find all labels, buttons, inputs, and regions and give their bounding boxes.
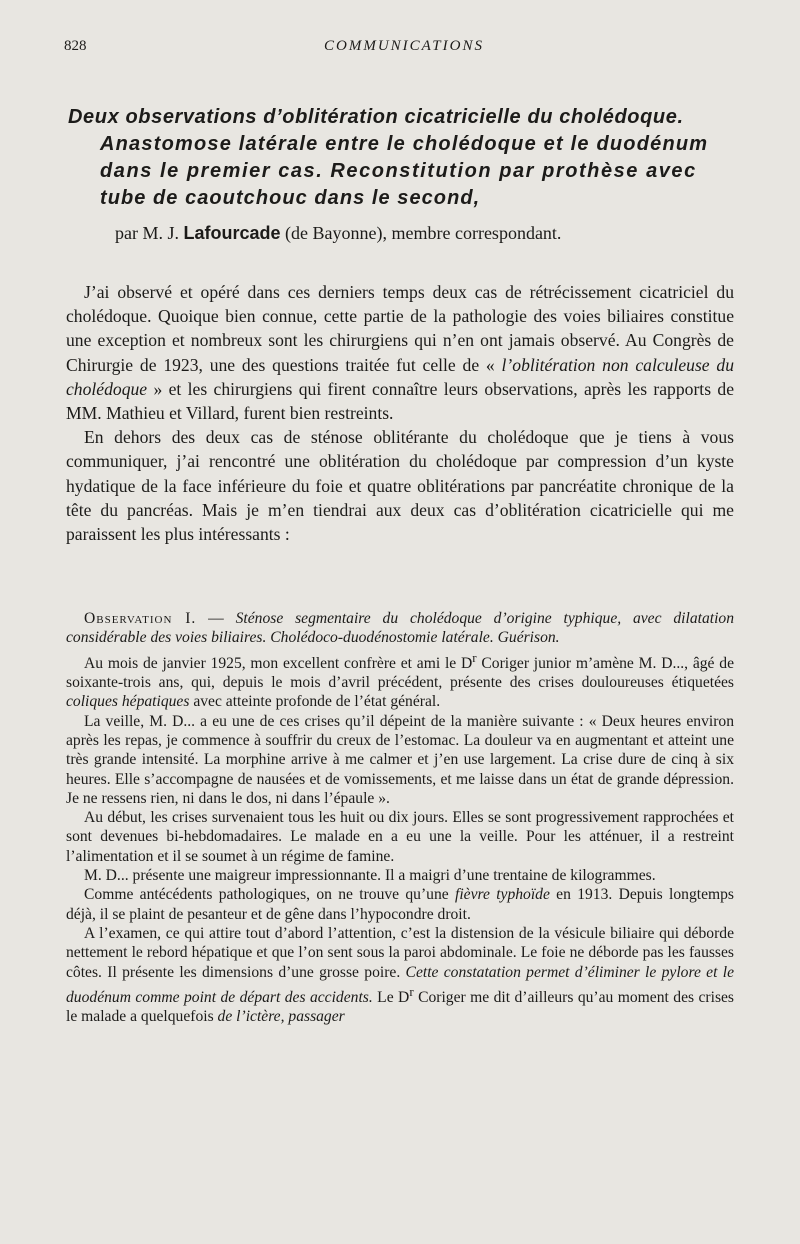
observation-subtitle: Sténose segmentaire du cholédoque d’origine typhique, avec dilatation considérable des voies biliaires. Cholédoco-duodénostomie latérale. Guérison. xyxy=(66,610,735,647)
author-name: Lafourcade xyxy=(183,223,281,243)
introduction xyxy=(66,280,734,546)
italic-text: de l’ictère, passager xyxy=(217,1008,345,1026)
title-line-3: dans le premier cas. Reconstitution par prothèse avec xyxy=(100,160,697,182)
article-title xyxy=(68,104,738,212)
italic-text: l’oblitération non calculeuse du cholédoque xyxy=(66,354,734,399)
text-run: A l’examen, ce qui attire tout d’abord l’attention, c’est la distension de la vésicule biliaire qui déborde nettement le rebord hépatique et que l’on sent sous la paroi abdominale. Le foie ne déborde pas les fausses côtes. Il présente les dimensions d’une grosse poire. xyxy=(66,924,734,981)
byline-suffix: (de Bayonne), membre correspondant. xyxy=(280,223,562,243)
text-run: » et les chirurgiens qui firent connaître leurs observations, après les rapports de MM. Mathieu et Villard, furent bien restreints. xyxy=(66,378,734,424)
italic-text: Cette constatation permet d’éliminer le pylore et le duodénum comme point de départ des accidents. xyxy=(66,963,734,1007)
observation-paragraph xyxy=(66,885,734,924)
observation-paragraph xyxy=(66,648,734,712)
italic-text: fièvre typhoïde xyxy=(454,886,550,904)
page-number: 828 xyxy=(64,38,87,54)
text-run: avec atteinte profonde de l’état général. xyxy=(189,693,441,711)
byline-prefix: par M. J. xyxy=(115,223,184,243)
dash: — xyxy=(196,610,236,627)
running-title: COMMUNICATIONS xyxy=(324,38,484,54)
superscript: r xyxy=(472,649,477,665)
title-line-2: Anastomose latérale entre le cholédoque et le duodénum xyxy=(100,133,709,155)
intro-paragraph: En dehors des deux cas de sténose oblitérante du cholédoque que je tiens à vous communiquer, j’ai rencontré une oblitération du cholédoque par compression d’un kyste hydatique de la face inférieure du foie et quatre oblitérations par pancréatite chronique de la tête du pancréas. Mais je m’en tiendrai aux deux cas d’oblitération cicatricielle qui me paraissent les plus intéressants : xyxy=(66,427,734,545)
observation-paragraph: Au début, les crises survenaient tous les huit ou dix jours. Elles se sont progressivement rapprochées et sont devenues bi-hebdomadaires. Le malade en a eu une la veille. Pour les atténuer, il a restreint l’alimentation et il se soumet à un régime de famine. xyxy=(66,809,734,865)
text-run: en 1913. Depuis longtemps déjà, il se plaint de pesanteur et de gêne dans l’hypocondre droit. xyxy=(66,886,735,923)
observation-heading xyxy=(66,609,734,648)
text-run: Au mois de janvier 1925, mon excellent confrère et ami le D xyxy=(84,654,473,672)
superscript: r xyxy=(409,983,414,999)
byline xyxy=(115,223,561,244)
italic-text: coliques hépatiques xyxy=(66,693,190,711)
text-run: Le D xyxy=(372,989,410,1007)
observation-section xyxy=(66,609,734,1027)
intro-paragraph xyxy=(66,280,734,425)
text-run: Coriger me dit d’ailleurs qu’au moment des crises le malade a quelquefois xyxy=(66,989,734,1026)
title-line-1: Deux observations d’oblitération cicatricielle du cholédoque. xyxy=(68,106,684,128)
observation-paragraph: La veille, M. D... a eu une de ces crises qu’il dépeint de la manière suivante : « Deux heures environ après les repas, je commence à souffrir du creux de l’estomac. La douleur va en augmentant et atteint une très grande intensité. La morphine arrive à me calmer et j’en use largement. La crise dure de cinq à six heures. Elle s’accompagne de nausées et de vomissements, et me laisse dans un état de grande dépression. Je ne ressens rien, ni dans le dos, ni dans l’épaule ». xyxy=(66,712,734,807)
observation-paragraph xyxy=(66,924,734,1027)
text-run: J’ai observé et opéré dans ces derniers temps deux cas de rétrécissement cicatriciel du cholédoque. Quoique bien connue, cette partie de la pathologie des voies biliaires constitue une exception et nombreux sont les chirurgiens qui n’en ont jamais observé. Au Congrès de Chirurgie de 1923, une des questions traitée fut celle de « xyxy=(66,282,734,375)
title-line-4: tube de caoutchouc dans le second, xyxy=(100,187,481,209)
observation-label: Observation I. xyxy=(84,610,197,627)
observation-paragraph: M. D... présente une maigreur impressionnante. Il a maigri d’une trentaine de kilogrammes. xyxy=(84,867,656,885)
page-header xyxy=(64,38,744,58)
text-run: Comme antécédents pathologiques, on ne trouve qu’une xyxy=(84,886,455,904)
text-run: Coriger junior m’amène M. D..., âgé de soixante-trois ans, qui, depuis le mois d’avril précédent, présente des crises douloureuses étiquetées xyxy=(66,654,734,692)
